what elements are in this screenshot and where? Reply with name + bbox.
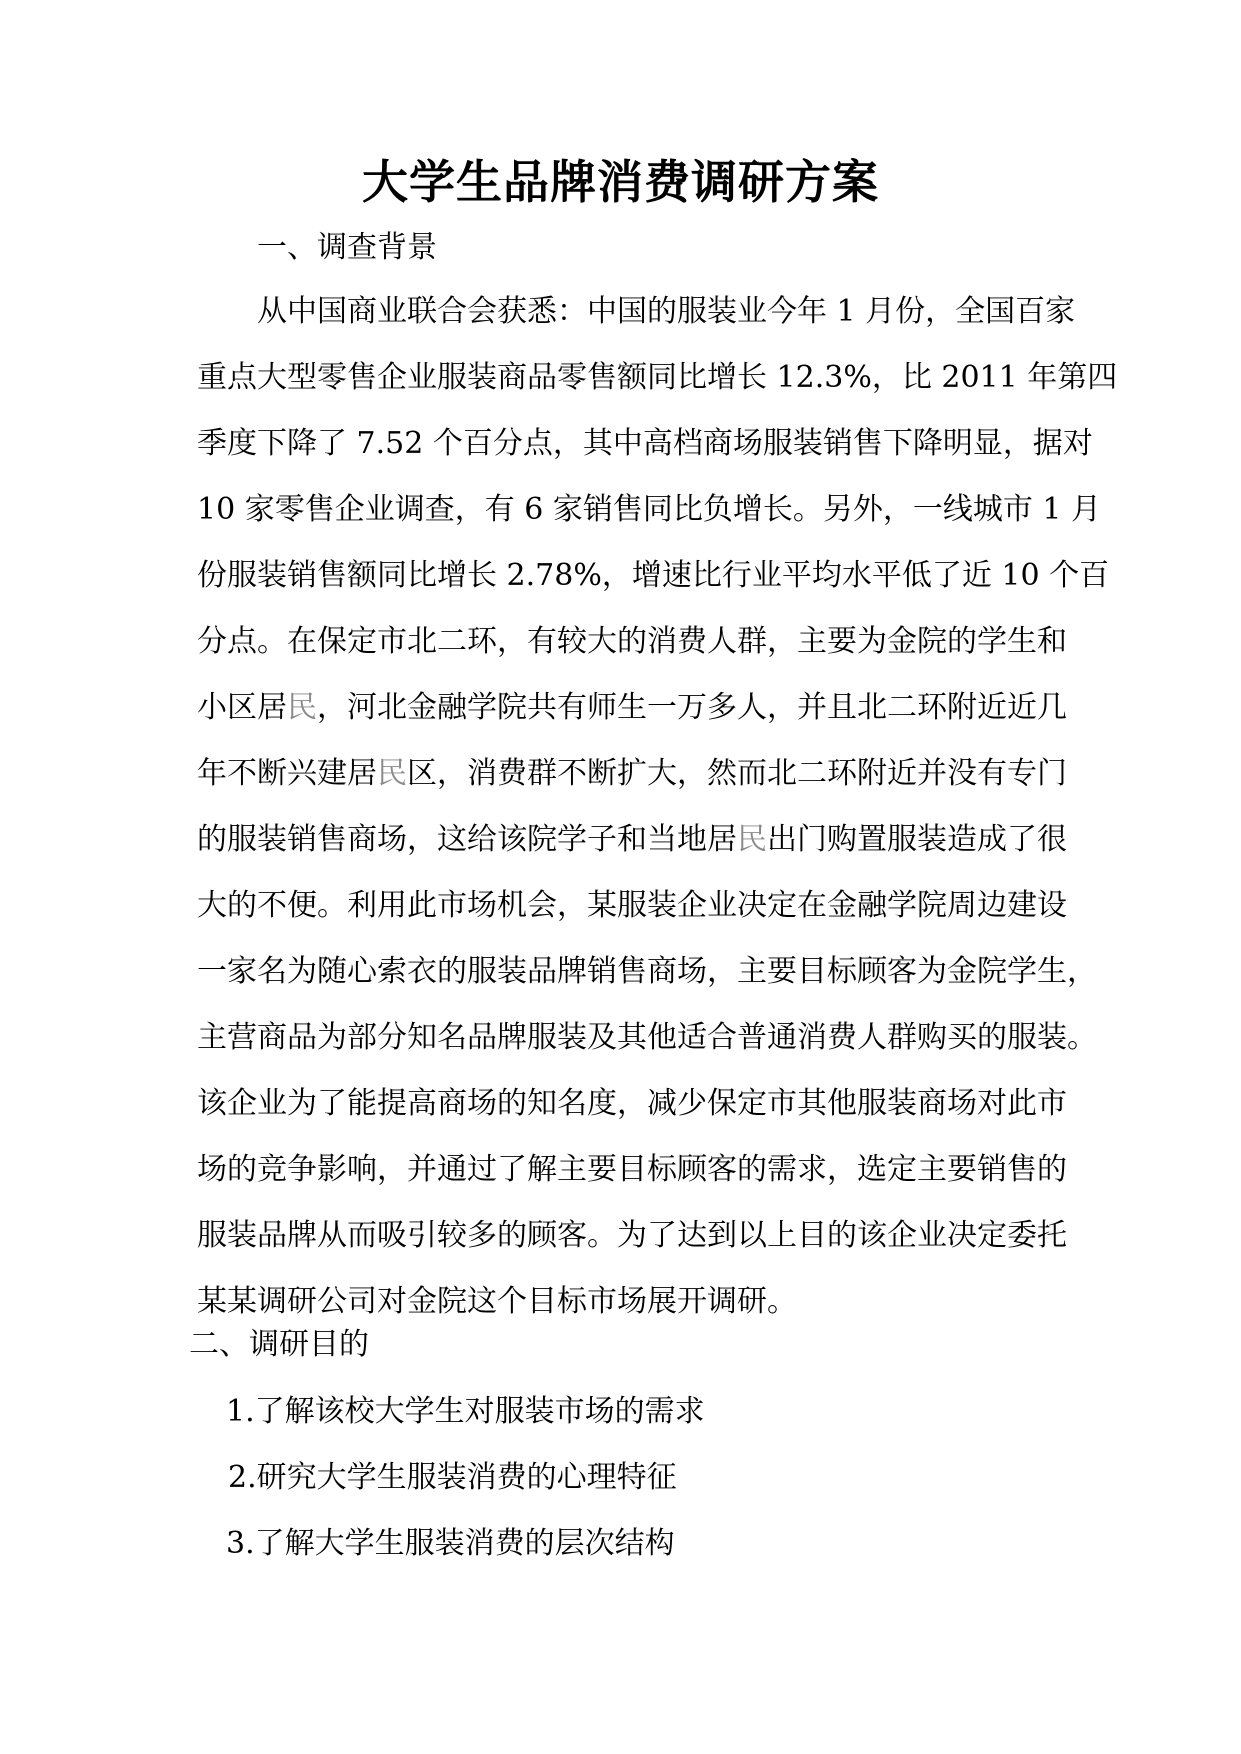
paragraph-line: 某某调研公司对金院这个目标市场展开调研。: [197, 1284, 797, 1319]
goal-item: 1.了解该校大学生对服装市场的需求: [226, 1394, 705, 1429]
paragraph-line: 服装品牌从而吸引较多的顾客。为了达到以上目的该企业决定委托: [197, 1218, 1067, 1253]
paragraph-line: 份服装销售额同比增长 2.78%，增速比行业平均水平低了近 10 个百: [197, 558, 1110, 593]
faded-character: 民: [287, 690, 317, 725]
background-paragraph: [197, 290, 1118, 1346]
paragraph-line: 该企业为了能提高商场的知名度，减少保定市其他服装商场对此市: [197, 1086, 1067, 1121]
paragraph-line: 季度下降了 7.52 个百分点，其中高档商场服装销售下降明显，据对: [197, 426, 1093, 461]
paragraph-line: [197, 752, 1067, 818]
paragraph-line: 场的竞争影响，并通过了解主要目标顾客的需求，选定主要销售的: [197, 1152, 1067, 1187]
line-text: 的服装销售商场，这给该院学子和当地居: [197, 822, 737, 857]
line-text: 区，消费群不断扩大，然而北二环附近并没有专门: [407, 756, 1067, 791]
document-title: 大学生品牌消费调研方案: [362, 155, 879, 209]
line-text: 出门购置服装造成了很: [767, 822, 1067, 857]
section-heading-purpose: 二、调研目的: [189, 1327, 369, 1362]
paragraph-line: 重点大型零售企业服装商品零售额同比增长 12.3%，比 2011 年第四: [197, 360, 1118, 395]
line-text: 小区居: [197, 690, 287, 725]
paragraph-line: 分点。在保定市北二环，有较大的消费人群，主要为金院的学生和: [197, 624, 1067, 659]
paragraph-line: 主营商品为部分知名品牌服装及其他适合普通消费人群购买的服装。: [197, 1020, 1097, 1055]
faded-character: 民: [737, 822, 767, 857]
line-text: ，河北金融学院共有师生一万多人，并且北二环附近近几: [317, 690, 1067, 725]
paragraph-line: 大的不便。利用此市场机会，某服装企业决定在金融学院周边建设: [197, 888, 1067, 923]
paragraph-line: 一家名为随心索衣的服装品牌销售商场，主要目标顾客为金院学生，: [197, 954, 1097, 989]
goal-item: 2.研究大学生服装消费的心理特征: [228, 1460, 677, 1495]
paragraph-line: 从中国商业联合会获悉：中国的服装业今年 1 月份，全国百家: [257, 294, 1076, 329]
paragraph-line: 10 家零售企业调查，有 6 家销售同比负增长。另外，一线城市 1 月: [197, 492, 1102, 527]
paragraph-line: [197, 818, 1067, 884]
goal-item: 3.了解大学生服装消费的层次结构: [226, 1526, 675, 1561]
line-text: 年不断兴建居: [197, 756, 377, 791]
paragraph-line: [197, 686, 1067, 752]
section-heading-background: 一、调查背景: [257, 230, 437, 265]
faded-character: 民: [377, 756, 407, 791]
